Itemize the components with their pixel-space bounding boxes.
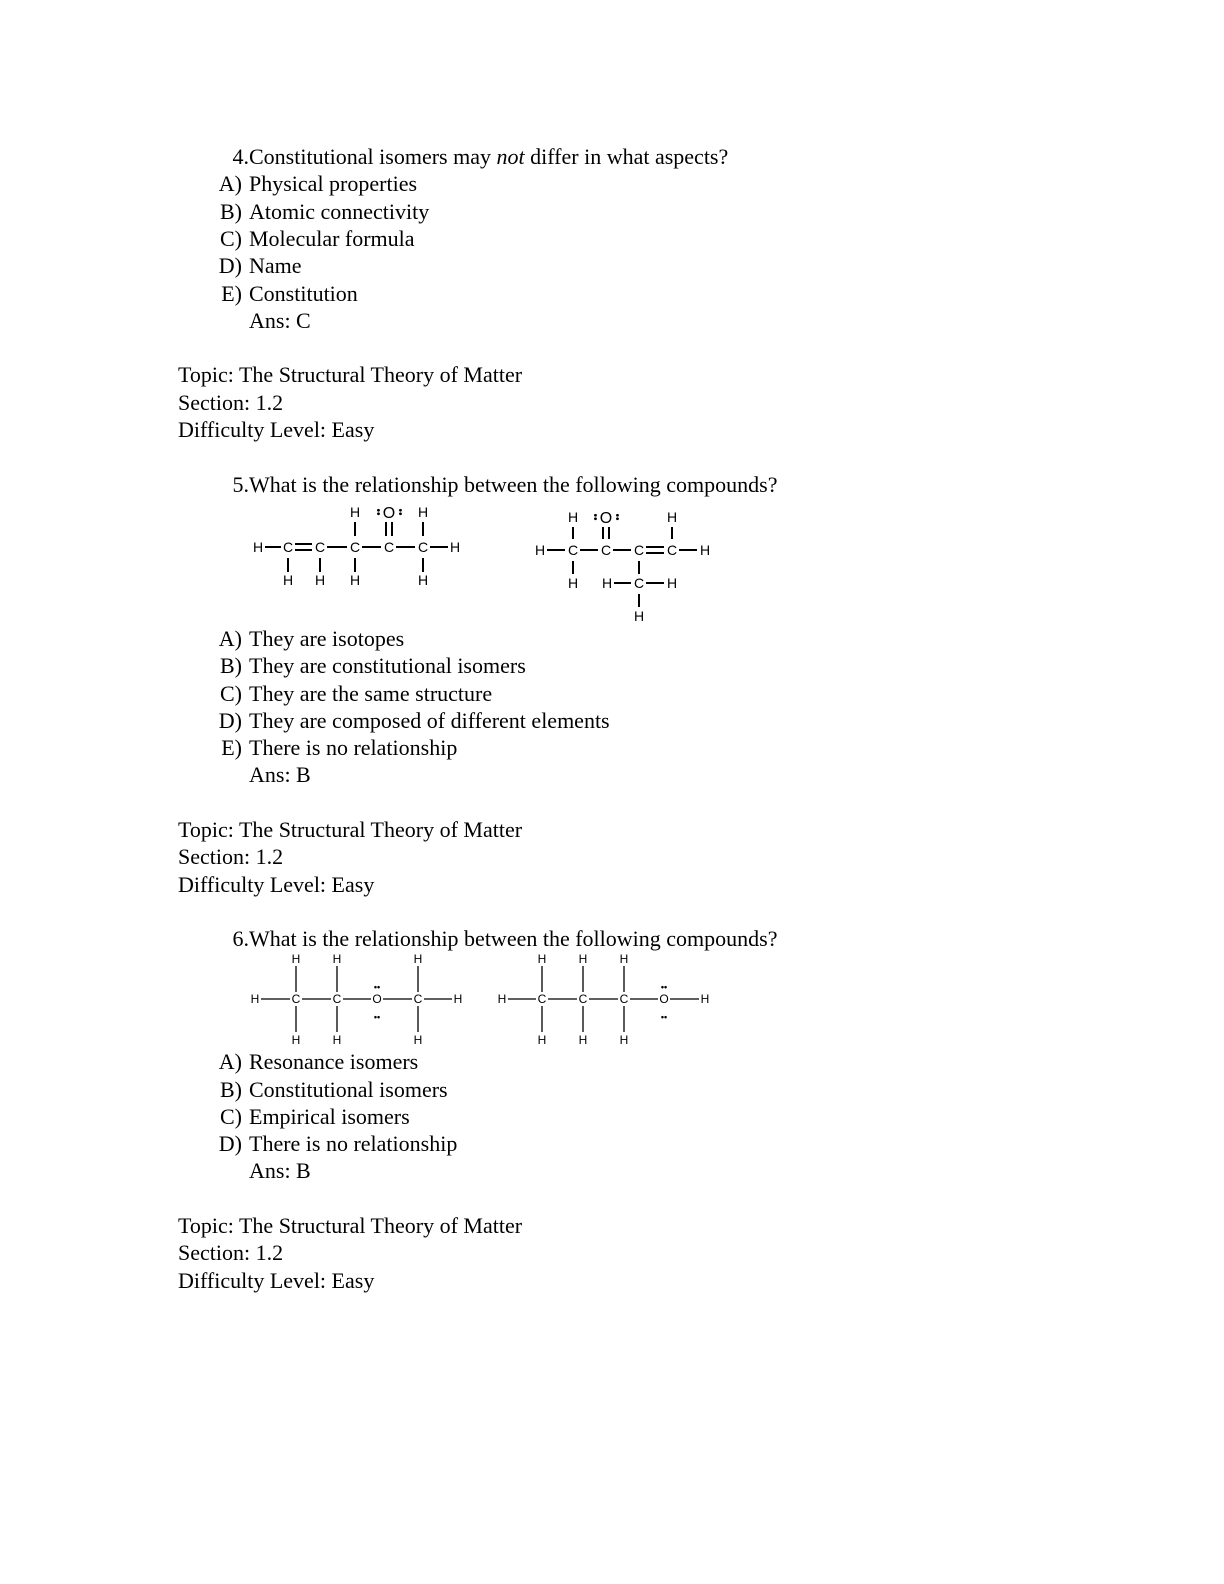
lone-pair: ••	[373, 1012, 381, 1022]
section-text: Section: 1.2	[178, 390, 284, 415]
atom-label: H	[417, 504, 429, 520]
atom-label: H	[619, 952, 629, 966]
atom-label: C	[537, 992, 547, 1006]
lone-pair: ••	[372, 508, 383, 516]
option-letter: D)	[218, 253, 242, 278]
question-text-part: differ in what aspects?	[524, 144, 729, 169]
topic-text: Topic: The Structural Theory of Matter	[178, 817, 523, 842]
atom-label: H	[291, 952, 301, 966]
option-text: They are isotopes	[249, 626, 405, 651]
atom-label: H	[537, 1033, 547, 1047]
atom-label: H	[578, 1033, 588, 1047]
atom-label: H	[700, 992, 710, 1006]
atom-label: H	[666, 575, 678, 591]
lone-pair: ••	[611, 513, 622, 521]
section-text: Section: 1.2	[178, 844, 284, 869]
option-letter: C)	[220, 226, 242, 251]
question-number: 5.	[232, 472, 249, 497]
atom-label: H	[567, 575, 579, 591]
question-number: 4.	[232, 144, 249, 169]
option-letter: A)	[218, 626, 242, 651]
structure-6b	[492, 950, 722, 1050]
atom-label: H	[497, 992, 507, 1006]
option-letter: E)	[221, 281, 242, 306]
atom-label: C	[383, 539, 395, 555]
atom-label: C	[291, 992, 301, 1006]
atom-label: H	[349, 504, 361, 520]
atom-label: C	[417, 539, 429, 555]
difficulty-text: Difficulty Level: Easy	[178, 1268, 375, 1293]
atom-label: H	[282, 572, 294, 588]
answer-text: Ans: B	[249, 1158, 311, 1183]
atom-label: C	[633, 542, 645, 558]
option-text: Resonance isomers	[249, 1049, 419, 1074]
atom-label: O	[659, 992, 669, 1006]
atom-label: H	[449, 539, 461, 555]
option-letter: E)	[221, 735, 242, 760]
option-text: Molecular formula	[249, 226, 415, 251]
atom-label: H	[567, 509, 579, 525]
question-text: What is the relationship between the following compounds?	[249, 472, 778, 497]
atom-label: H	[666, 509, 678, 525]
option-letter: C)	[220, 1104, 242, 1129]
question-text	[249, 143, 728, 170]
atom-label: O	[372, 992, 382, 1006]
option-text: Physical properties	[249, 171, 418, 196]
atom-label: H	[413, 952, 423, 966]
option-text: Constitutional isomers	[249, 1077, 448, 1102]
lone-pair: ••	[373, 982, 381, 992]
atom-label: C	[600, 542, 612, 558]
atom-label: H	[250, 992, 260, 1006]
question-text-part: Constitutional isomers may	[249, 144, 497, 169]
atom-label: H	[417, 572, 429, 588]
atom-label: C	[332, 992, 342, 1006]
lone-pair: ••	[589, 513, 600, 521]
atom-label: H	[349, 572, 361, 588]
option-text: Constitution	[249, 281, 358, 306]
option-text: Name	[249, 253, 302, 278]
atom-label: C	[314, 539, 326, 555]
atom-label: O	[599, 510, 613, 527]
lone-pair: ••	[394, 508, 405, 516]
atom-label: H	[332, 952, 342, 966]
atom-label: C	[413, 992, 423, 1006]
atom-label: C	[619, 992, 629, 1006]
question-text: What is the relationship between the following compounds?	[249, 926, 778, 951]
atom-label: H	[619, 1033, 629, 1047]
atom-label: H	[578, 952, 588, 966]
atom-label: C	[666, 542, 678, 558]
option-text: There is no relationship	[249, 735, 458, 760]
atom-label: H	[699, 542, 711, 558]
atom-label: H	[332, 1033, 342, 1047]
option-letter: B)	[220, 653, 242, 678]
difficulty-text: Difficulty Level: Easy	[178, 417, 375, 442]
atom-label: H	[534, 542, 546, 558]
structure-5b	[530, 500, 730, 630]
answer-text: Ans: C	[249, 308, 311, 333]
option-letter: D)	[218, 708, 242, 733]
section-text: Section: 1.2	[178, 1240, 284, 1265]
atom-label: O	[382, 505, 396, 522]
structure-5a	[245, 500, 475, 595]
option-text: They are constitutional isomers	[249, 653, 526, 678]
option-letter: A)	[218, 1049, 242, 1074]
atom-label: C	[578, 992, 588, 1006]
atom-label: C	[349, 539, 361, 555]
lone-pair: ••	[660, 982, 668, 992]
option-letter: D)	[218, 1131, 242, 1156]
atom-label: H	[633, 608, 645, 624]
option-text: Atomic connectivity	[249, 199, 430, 224]
difficulty-text: Difficulty Level: Easy	[178, 872, 375, 897]
option-text: There is no relationship	[249, 1131, 458, 1156]
option-text: Empirical isomers	[249, 1104, 410, 1129]
topic-text: Topic: The Structural Theory of Matter	[178, 362, 523, 387]
option-text: They are the same structure	[249, 681, 493, 706]
atom-label: C	[633, 575, 645, 591]
atom-label: C	[282, 539, 294, 555]
option-letter: B)	[220, 1077, 242, 1102]
option-letter: B)	[220, 199, 242, 224]
atom-label: H	[453, 992, 463, 1006]
atom-label: H	[291, 1033, 301, 1047]
atom-label: H	[413, 1033, 423, 1047]
atom-label: H	[252, 539, 264, 555]
topic-text: Topic: The Structural Theory of Matter	[178, 1213, 523, 1238]
atom-label: H	[601, 575, 613, 591]
atom-label: C	[567, 542, 579, 558]
atom-label: H	[314, 572, 326, 588]
emphasis-text: not	[496, 144, 525, 169]
answer-text: Ans: B	[249, 762, 311, 787]
question-number: 6.	[232, 926, 249, 951]
option-letter: C)	[220, 681, 242, 706]
lone-pair: ••	[660, 1012, 668, 1022]
atom-label: H	[537, 952, 547, 966]
option-text: They are composed of different elements	[249, 708, 610, 733]
option-letter: A)	[218, 171, 242, 196]
structure-6a	[245, 950, 475, 1050]
